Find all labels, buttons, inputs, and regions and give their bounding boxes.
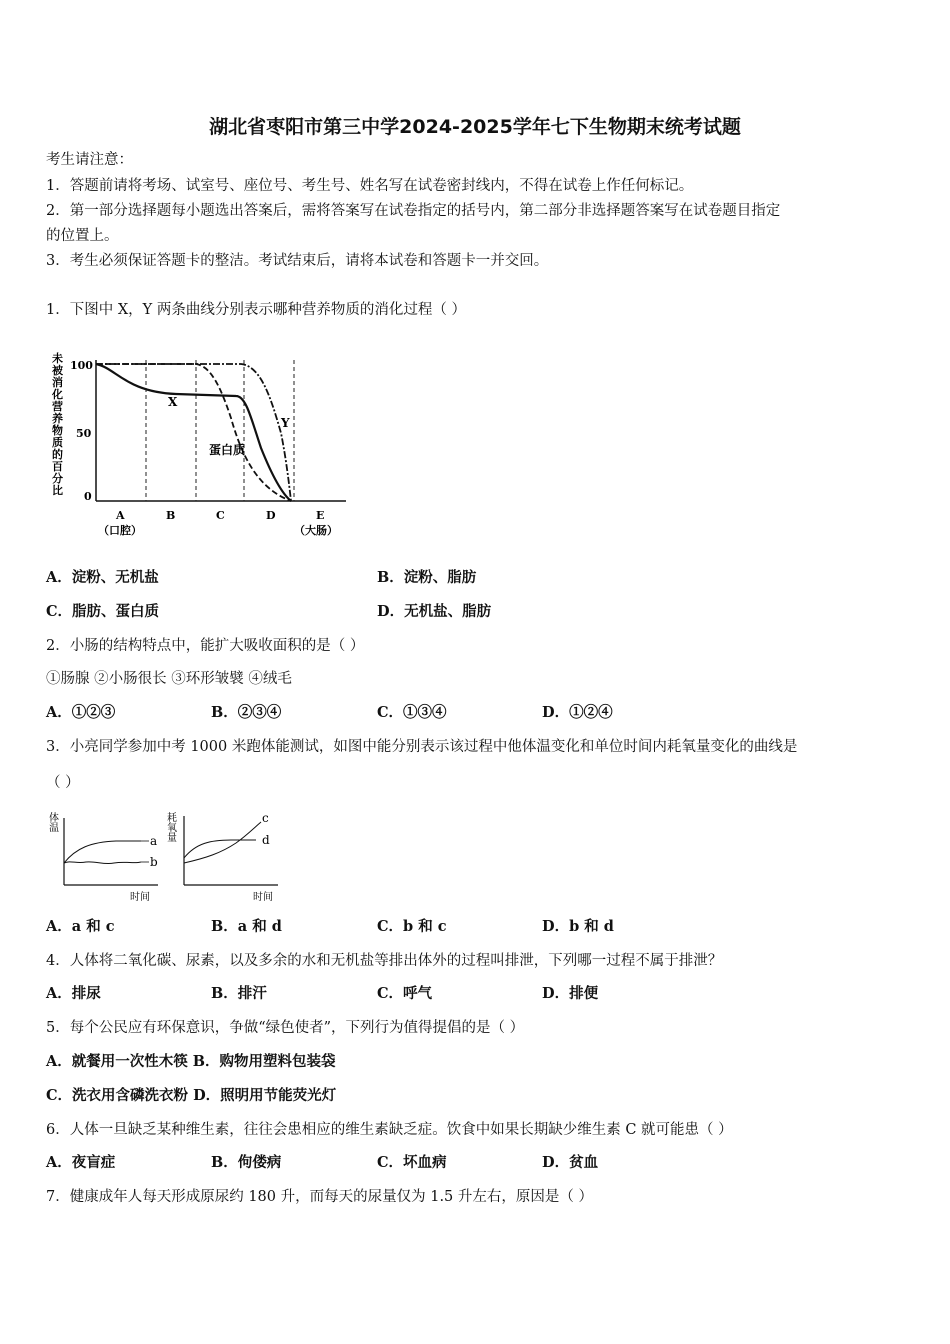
y-label-char: 的 — [52, 448, 63, 461]
notice-item: 3．考生必须保证答题卡的整洁。考试结束后，请将本试卷和答题卡一并交回。 — [46, 253, 549, 269]
label-c: c — [262, 811, 269, 825]
curve-y-label: Y — [281, 416, 290, 430]
curve-c — [184, 822, 261, 863]
notice-item: 的位置上。 — [46, 228, 119, 244]
left-x-label: 时间 — [130, 892, 150, 903]
option-d: D．贫血 — [542, 1154, 599, 1171]
x-tick-label: A — [116, 509, 125, 522]
option-a: A．a 和 c — [46, 918, 115, 935]
protein-annotation: 蛋白质 — [209, 443, 246, 457]
notice-item: 1．答题前请将考场、试室号、座位号、考生号、姓名写在试卷密封线内，不得在试卷上作任何标记。 — [46, 178, 694, 194]
y-label-char: 比 — [52, 484, 63, 497]
curve-d — [184, 840, 256, 858]
y-label-char: 物 — [52, 424, 63, 437]
option-c: C．坏血病 — [377, 1154, 447, 1171]
curve-x-label: X — [168, 395, 178, 409]
option-b: B．排汗 — [211, 985, 267, 1002]
y-tick-label: 0 — [84, 490, 92, 503]
y-label-char: 消 — [52, 376, 63, 389]
option-d: D．排便 — [542, 985, 599, 1002]
option-a: A．夜盲症 — [46, 1154, 116, 1171]
exam-title: 湖北省枣阳市第三中学2024-2025学年七下生物期末统考试题 — [209, 116, 741, 138]
curve-b — [64, 862, 141, 864]
question-2-stem: 2．小肠的结构特点中，能扩大吸收面积的是（ ） — [46, 638, 365, 654]
x-tick-label: B — [166, 509, 176, 522]
y-label-char: 养 — [52, 412, 63, 425]
left-y-label: 体温 — [46, 812, 58, 832]
label-a: a — [150, 834, 158, 848]
question-6-stem: 6．人体一旦缺乏某种维生素，往往会患相应的维生素缺乏症。饮食中如果长期缺少维生素 C 就可能患（ ） — [46, 1122, 733, 1138]
option-b: B．a 和 d — [211, 918, 282, 935]
x-tick-label: E — [316, 509, 325, 522]
y-label-char: 被 — [52, 364, 63, 377]
option-c: C．b 和 c — [377, 918, 447, 935]
option-b: B．淀粉、脂肪 — [377, 569, 477, 586]
question-4-stem: 4．人体将二氧化碳、尿素，以及多余的水和无机盐等排出体外的过程叫排泄，下列哪一过程不属于排泄？ — [46, 953, 723, 969]
y-label-char: 质 — [52, 436, 63, 449]
option-d: D．①②④ — [542, 704, 613, 721]
question-3-stem-bracket: （ ） — [46, 775, 80, 791]
right-y-label: 耗氧量 — [164, 812, 176, 842]
digestion-curve-figure — [46, 348, 356, 543]
question-2-items: ①肠腺 ②小肠很长 ③环形皱襞 ④绒毛 — [46, 671, 292, 687]
notice-heading: 考生请注意： — [46, 152, 133, 168]
question-5-stem: 5．每个公民应有环保意识，争做“绿色使者”，下列行为值得提倡的是（ ） — [46, 1020, 525, 1036]
right-x-label: 时间 — [253, 892, 273, 903]
y-label-char: 营 — [52, 400, 63, 413]
y-label-char: 化 — [52, 388, 63, 401]
x-tick-label: D — [266, 509, 276, 522]
option-b: B．佝偻病 — [211, 1154, 282, 1171]
curve-protein-dashed — [96, 364, 291, 501]
option-a: A．排尿 — [46, 985, 101, 1002]
option-d: D．无机盐、脂肪 — [377, 603, 492, 620]
option-c: C．①③④ — [377, 704, 447, 721]
option-d: D．b 和 d — [542, 918, 614, 935]
option-row-cd: C．洗衣用含磷洗衣粉 D．照明用节能荧光灯 — [46, 1087, 337, 1104]
x-tick-label: C — [216, 509, 225, 522]
x-sub-label: （口腔） — [98, 524, 142, 537]
y-tick-label: 50 — [76, 427, 92, 440]
question-1-stem: 1．下图中 X，Y 两条曲线分别表示哪种营养物质的消化过程（ ） — [46, 302, 466, 318]
temperature-oxygen-figure — [46, 808, 286, 904]
option-a: A．①②③ — [46, 704, 116, 721]
option-row-ab: A．就餐用一次性木筷 B．购物用塑料包装袋 — [46, 1053, 336, 1070]
y-tick-label: 100 — [70, 359, 93, 372]
notice-item: 2．第一部分选择题每小题选出答案后，需将答案写在试卷指定的括号内，第二部分非选择题答案写在试卷题目指定 — [46, 203, 781, 219]
option-b: B．②③④ — [211, 704, 282, 721]
option-c: C．呼气 — [377, 985, 433, 1002]
question-7-stem: 7．健康成年人每天形成原尿约 180 升，而每天的尿量仅为 1.5 升左右，原因是（ ） — [46, 1189, 594, 1205]
x-sub-label: （大肠） — [294, 524, 338, 537]
y-label-char: 未 — [52, 352, 63, 365]
option-c: C．脂肪、蛋白质 — [46, 603, 160, 620]
y-label-char: 分 — [52, 472, 63, 485]
y-label-char: 百 — [52, 460, 63, 473]
label-d: d — [262, 833, 270, 847]
label-b: b — [150, 855, 158, 869]
curve-a — [64, 841, 141, 863]
question-3-stem: 3．小亮同学参加中考 1000 米跑体能测试，如图中能分别表示该过程中他体温变化和单位时间内耗氧量变化的曲线是 — [46, 739, 798, 755]
option-a: A．淀粉、无机盐 — [46, 569, 159, 586]
